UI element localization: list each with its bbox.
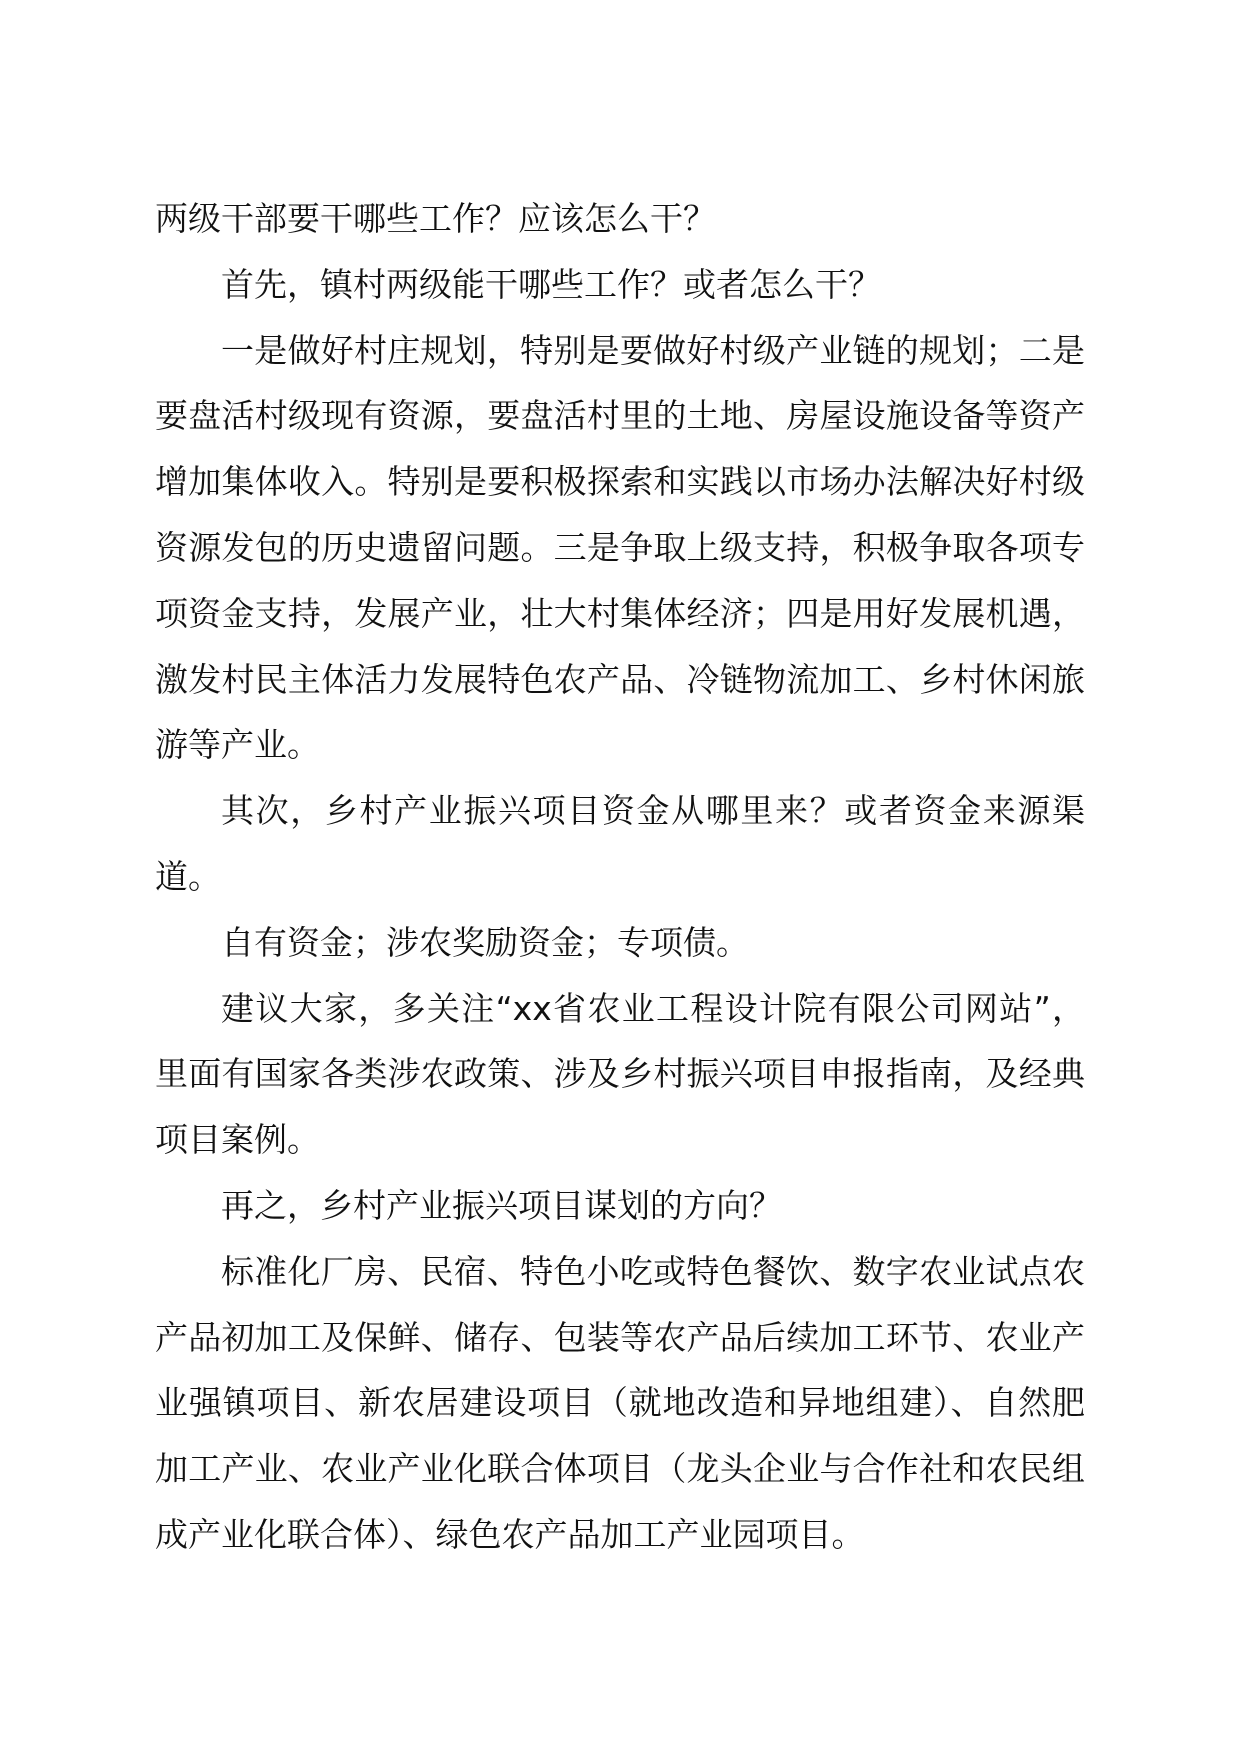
paragraph-work-items: 一是做好村庄规划，特别是要做好村级产业链的规划；二是要盘活村级现有资源，要盘活村里的土地、房屋设施设备等资产增加集体收入。特别是要积极探索和实践以市场办法解决好村级资源发包的历史遗留问题。三是争取上级支持，积极争取各项专项资金支持，发展产业，壮大村集体经济；四是用好发展机遇，激发村民主体活力发展特色农产品、冷链物流加工、乡村休闲旅游等产业。 bbox=[155, 330, 1085, 765]
paragraph-project-directions: 标准化厂房、民宿、特色小吃或特色餐饮、数字农业试点农产品初加工及保鲜、储存、包装等农产品后续加工环节、农业产业强镇项目、新农居建设项目（就地改造和异地组建）、自然肥加工产业、农业产业化联合体项目（龙头企业与合作社和农民组成产业化联合体）、绿色农产品加工产业园项目。 bbox=[155, 1251, 1085, 1554]
paragraph-third-heading: 再之，乡村产业振兴项目谋划的方向？ bbox=[221, 1185, 782, 1225]
paragraph-suggestion: 建议大家，多关注“xx省农业工程设计院有限公司网站”，里面有国家各类涉农政策、涉及乡村振兴项目申报指南，及经典项目案例。 bbox=[155, 988, 1085, 1160]
paragraph-continuation: 两级干部要干哪些工作？应该怎么干？ bbox=[155, 199, 716, 238]
paragraph-second-heading: 其次，乡村产业振兴项目资金从哪里来？或者资金来源渠道。 bbox=[155, 791, 1085, 896]
document-body bbox=[155, 186, 1085, 1568]
paragraph-funding-sources: 自有资金；涉农奖励资金；专项债。 bbox=[221, 922, 749, 962]
paragraph-first-heading: 首先，镇村两级能干哪些工作？或者怎么干？ bbox=[221, 264, 881, 304]
